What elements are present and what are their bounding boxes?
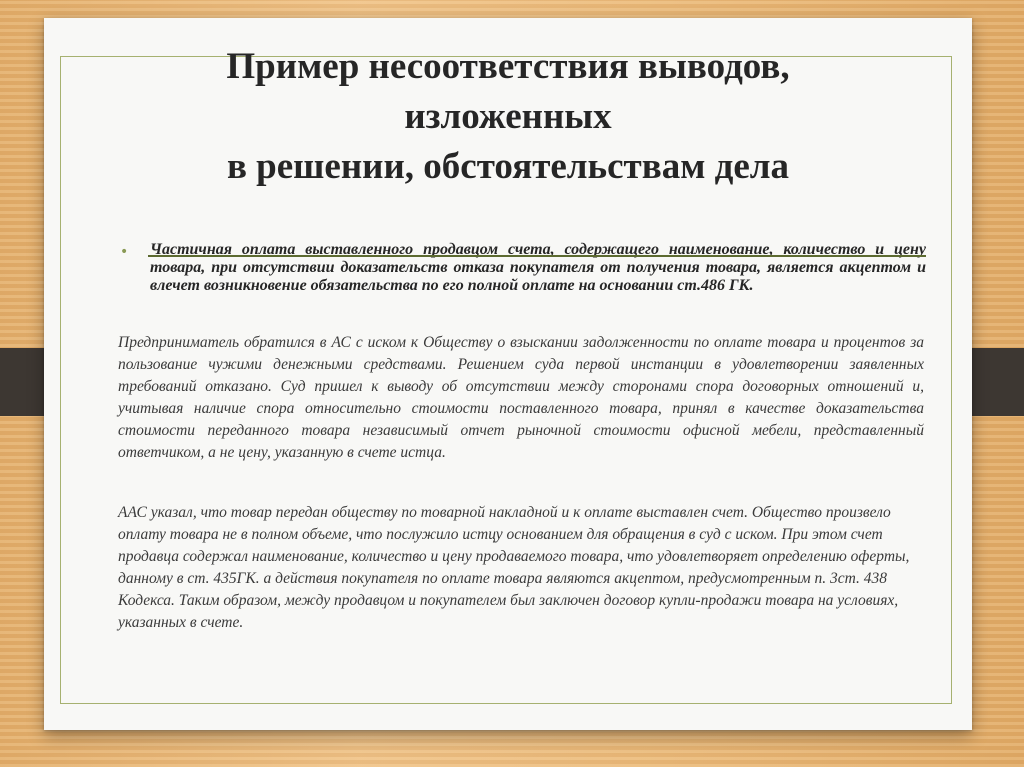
title-line-3: в решении, обстоятельствам дела: [226, 146, 790, 187]
title-line-1: Пример несоответствия выводов,: [226, 46, 790, 87]
bullet-text: Частичная оплата выставленного продавцом счета, содержащего наименование, количество и цену товара, при отсутствии доказательств отказа покупателя от получения товара, является акцептом и влечет возникновение обязательства по его полной оплате на основании ст.486 ГК.: [150, 241, 926, 294]
paragraph-2: ААС указал, что товар передан обществу по товарной накладной и к оплате выставлен счет. Общество произвело оплату товара не в полном объеме, что послужило истцу основанием для обращения в суд с иском. При этом счет продавца содержал наименование, количество и цену продаваемого товара, что удовлетворяет определению оферты, данному в ст. 435ГК. а действия покупателя по оплате товара являются акцептом, предусмотренным п. 3ст. 438 Кодекса. Таким образом, между продавцом и покупателем был заключен договор купли-продажи товара на условиях, указанных в счете.: [118, 504, 910, 631]
slide-title: [44, 42, 972, 192]
title-line-2: изложенных: [404, 96, 612, 137]
bullet-underline: [148, 255, 926, 257]
bullet-dot-icon: •: [120, 244, 129, 260]
slide-card: [44, 18, 972, 730]
paragraph-1: Предприниматель обратился в АС с иском к Обществу о взыскании задолженности по оплате товара и процентов за пользование чужими денежными средствами. Решением суда первой инстанции в удовлетворении заявленных требований отказано. Суд пришел к выводу об отсутствии между сторонами спора договорных отношений и, учитывая наличие спора относительно стоимости поставленного товара, принял в качестве доказательства стоимости переданного товара независимый отчет рыночной стоимости офисной мебели, представленный ответчиком, а не цену, указанную в счете истца.: [118, 334, 924, 461]
